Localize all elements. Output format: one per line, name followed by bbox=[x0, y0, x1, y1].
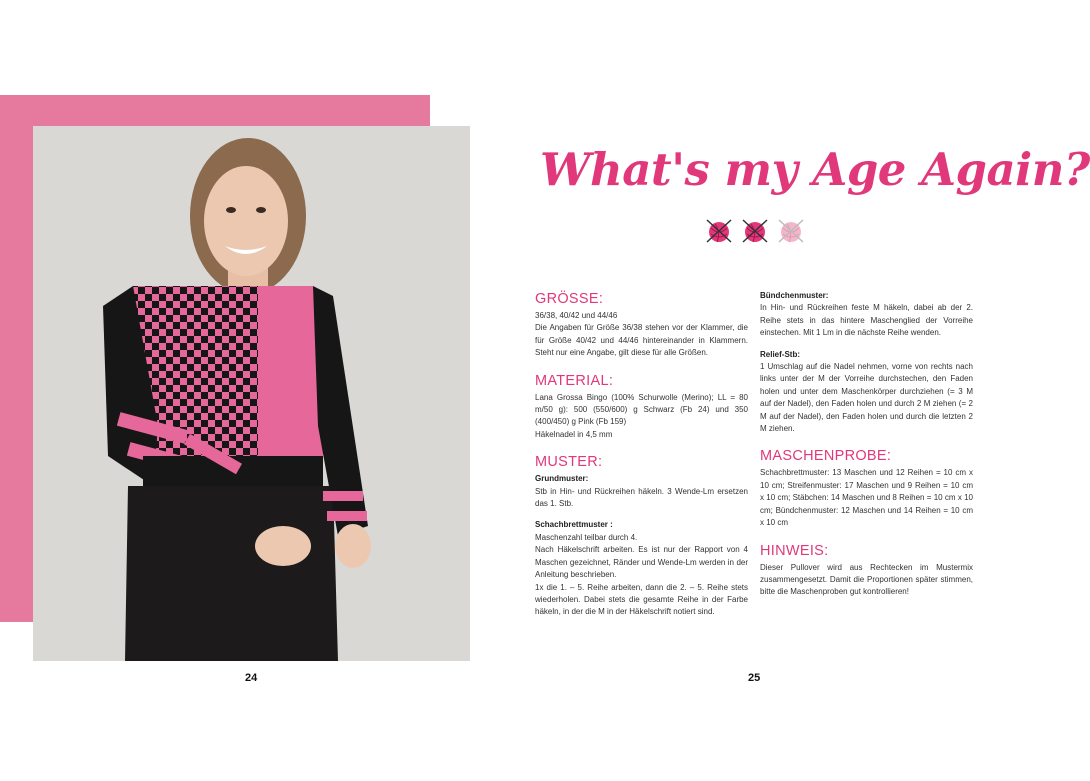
material-needle: Häkelnadel in 4,5 mm bbox=[535, 429, 613, 439]
yarn-ball-filled-icon bbox=[739, 216, 771, 244]
page-title: What's my Age Again? bbox=[540, 143, 1090, 196]
groesse-sizes: 36/38, 40/42 und 44/46 bbox=[535, 311, 618, 320]
section-heading-maschenprobe: MASCHENPROBE: bbox=[760, 448, 892, 465]
schachbrettmuster-text2: 1x die 1. – 5. Reihe arbeiten, dann die 2. – 5. Reihe stets wiederholen. Dabei stets die gesamte Reihe in der Farbe häkeln, in der die M in der Häkelschrift notiert sind. bbox=[535, 582, 748, 617]
section-heading-hinweis: HINWEIS: bbox=[760, 542, 829, 559]
buendchenmuster-text: In Hin- und Rückreihen feste M häkeln, dabei ab der 2. Reihe stets in das hintere Maschenglied der Vorreihe einstechen. Mit 1 Lm in die nächste Reihe wenden. bbox=[760, 303, 973, 338]
page-number-left: 24 bbox=[245, 672, 258, 684]
yarn-ball-light-icon bbox=[775, 216, 807, 244]
section-heading-groesse: GRÖSSE: bbox=[535, 291, 604, 307]
maschenprobe-text: Schachbrettmuster: 13 Maschen und 12 Reihen = 10 cm x 10 cm; Streifenmuster: 17 Maschen und 9 Reihen = 10 cm x 10 cm; Stäbchen: 14 Maschen und 8 Reihen = 10 cm x 10 cm; Bündchenmuster: 12 Maschen und 14 Reihen = 10 cm x 10 cm bbox=[760, 468, 973, 528]
left-text-column bbox=[535, 290, 748, 619]
groesse-text: Die Angaben für Größe 36/38 stehen vor der Klammer, die für Größe 40/42 und 44/46 hintereinander in Klammern. Steht nur eine Angabe, gilt diese für alle Größen. bbox=[535, 323, 748, 358]
buendchenmuster-title: Bündchenmuster: bbox=[760, 291, 829, 300]
right-text-column bbox=[760, 290, 973, 599]
schachbrettmuster-text: Nach Häkelschrift arbeiten. Es ist nur der Rapport von 4 Maschen gezeichnet, Ränder und Wende-Lm werden in der Anleitung beschrieben. bbox=[535, 545, 748, 580]
grundmuster-title: Grundmuster: bbox=[535, 474, 589, 484]
section-heading-muster: MUSTER: bbox=[535, 454, 603, 471]
schachbrettmuster-line1: Maschenzahl teilbar durch 4. bbox=[535, 532, 638, 542]
hinweis-text: Dieser Pullover wird aus Rechtecken im Mustermix zusammengesetzt. Damit die Proportionen später stimmen, bitte die Maschenproben gut kontrollieren! bbox=[760, 562, 973, 597]
material-text: Lana Grossa Bingo (100% Schurwolle (Merino); LL = 80 m/50 g): 500 (550/600) g Schwarz (Fb 24) und 350 (400/450) g Pink (Fb 159) bbox=[535, 392, 748, 427]
difficulty-rating bbox=[703, 216, 807, 244]
yarn-ball-filled-icon bbox=[703, 216, 735, 244]
grundmuster-text: Stb in Hin- und Rückreihen häkeln. 3 Wende-Lm ersetzen das 1. Stb. bbox=[535, 486, 748, 509]
relief-stb-text: 1 Umschlag auf die Nadel nehmen, vorne von rechts nach links unter der M der Vorreihe durchstechen, den Faden holen und unter dem Maschenkörper durchziehen (= 3 M auf der Nadel), den Faden holen und durch 2 M ziehen (= 2 M auf der Nadel), den Faden holen und durch die letzten 2 M ziehen. bbox=[760, 362, 973, 434]
relief-stb-title: Relief-Stb: bbox=[760, 349, 800, 359]
page-number-right: 25 bbox=[748, 672, 761, 684]
schachbrettmuster-title: Schachbrettmuster : bbox=[535, 520, 613, 530]
section-heading-material: MATERIAL: bbox=[535, 372, 614, 389]
model-photo bbox=[33, 126, 470, 661]
